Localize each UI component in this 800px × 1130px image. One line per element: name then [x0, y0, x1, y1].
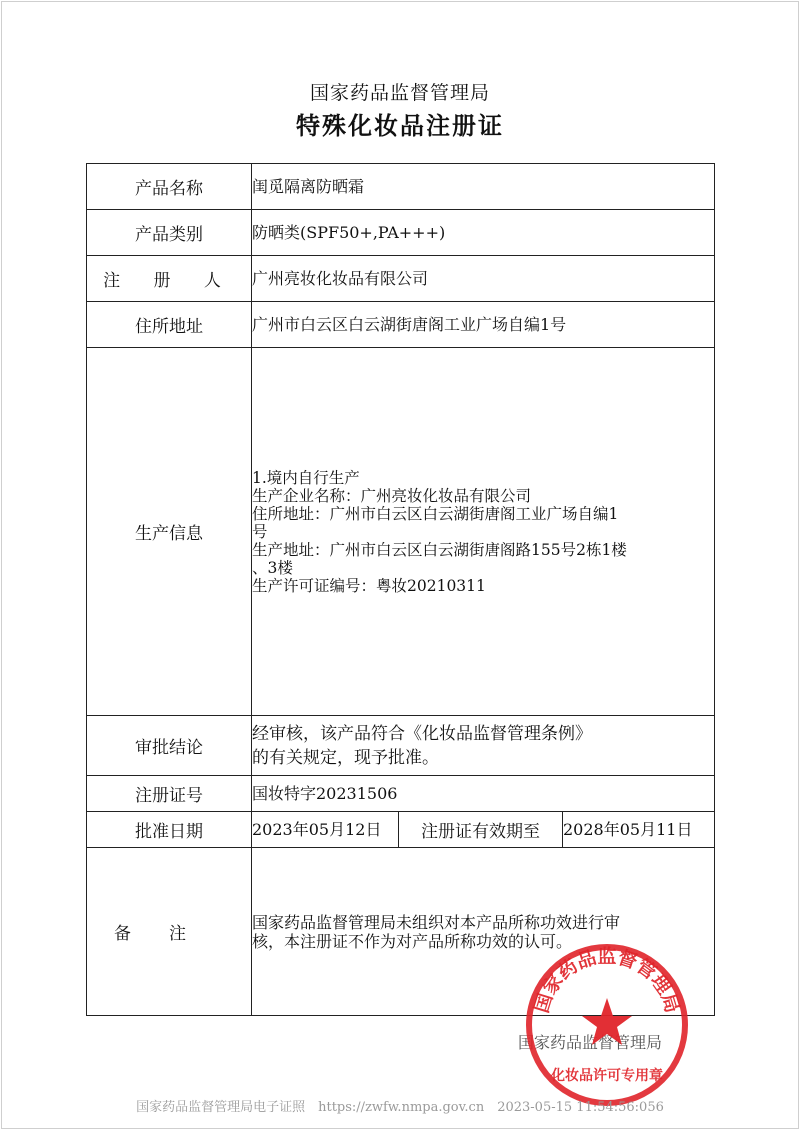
remarks-label-text: 备注	[114, 924, 224, 944]
row-production-info	[87, 348, 715, 716]
stamp-underlying-text: 国家药品监督管理局	[518, 1033, 663, 1052]
production-line: 1.境内自行生产	[252, 468, 360, 487]
remarks-line: 核，本注册证不作为对产品所称功效的认可。	[252, 931, 573, 951]
address-label: 住所地址	[87, 302, 252, 348]
registrant-label	[87, 256, 252, 302]
footer-text: 国家药品监督管理局电子证照 https://zwfw.nmpa.gov.cn 2023-05-15 11:54:56:056	[136, 1100, 664, 1115]
row-product-category	[87, 210, 715, 256]
approval-line: 的有关规定，现予批准。	[252, 747, 439, 768]
row-address	[87, 302, 715, 348]
validity-label: 注册证有效期至	[399, 812, 563, 848]
official-seal	[524, 942, 690, 1108]
seal-star-icon	[582, 998, 632, 1045]
product-category-value: 防晒类(SPF50+,PA+++)	[252, 210, 715, 256]
remarks-line: 国家药品监督管理局未组织对本产品所称功效进行审	[252, 912, 621, 932]
issuing-authority: 国家药品监督管理局	[309, 82, 490, 104]
seal-arc-textpath: 国家药品监督管理局	[530, 945, 684, 1016]
production-info-value	[252, 348, 715, 716]
production-line: 、3楼	[252, 558, 293, 577]
registration-number-label: 注册证号	[87, 776, 252, 812]
product-category-label: 产品类别	[87, 210, 252, 256]
row-registration-number	[87, 776, 715, 812]
address-value: 广州市白云区白云湖街唐阁工业广场自编1号	[252, 302, 715, 348]
approval-line: 经审核，该产品符合《化妆品监督管理条例》	[252, 723, 592, 744]
product-name-label: 产品名称	[87, 164, 252, 210]
row-registrant	[87, 256, 715, 302]
certificate-table	[86, 163, 715, 1016]
production-line: 生产许可证编号：粤妆20210311	[252, 576, 486, 595]
production-line: 生产企业名称：广州亮妆化妆品有限公司	[252, 486, 532, 505]
validity-value: 2028年05月11日	[563, 812, 715, 848]
approval-date-value: 2023年05月12日	[252, 812, 399, 848]
production-line: 号	[252, 522, 268, 541]
registration-number-value: 国妆特字20231506	[252, 776, 715, 812]
production-info-label: 生产信息	[87, 348, 252, 716]
registrant-value: 广州亮妆化妆品有限公司	[252, 256, 715, 302]
remarks-label	[87, 848, 252, 1016]
production-line: 生产地址：广州市白云区白云湖街唐阁路155号2栋1楼	[252, 540, 627, 559]
certificate-title: 特殊化妆品注册证	[296, 112, 504, 140]
product-name-value: 闺觅隔离防晒霜	[252, 164, 715, 210]
production-line: 住所地址：广州市白云区白云湖街唐阁工业广场自编1	[252, 504, 619, 523]
approval-conclusion-value	[252, 716, 715, 776]
approval-date-label: 批准日期	[87, 812, 252, 848]
approval-conclusion-label: 审批结论	[87, 716, 252, 776]
row-approval-conclusion	[87, 716, 715, 776]
row-product-name	[87, 164, 715, 210]
row-approval-date	[87, 812, 715, 848]
registrant-label-text: 注 册 人	[103, 271, 235, 291]
seal-bottom-text: 化妆品许可专用章	[551, 1068, 663, 1084]
